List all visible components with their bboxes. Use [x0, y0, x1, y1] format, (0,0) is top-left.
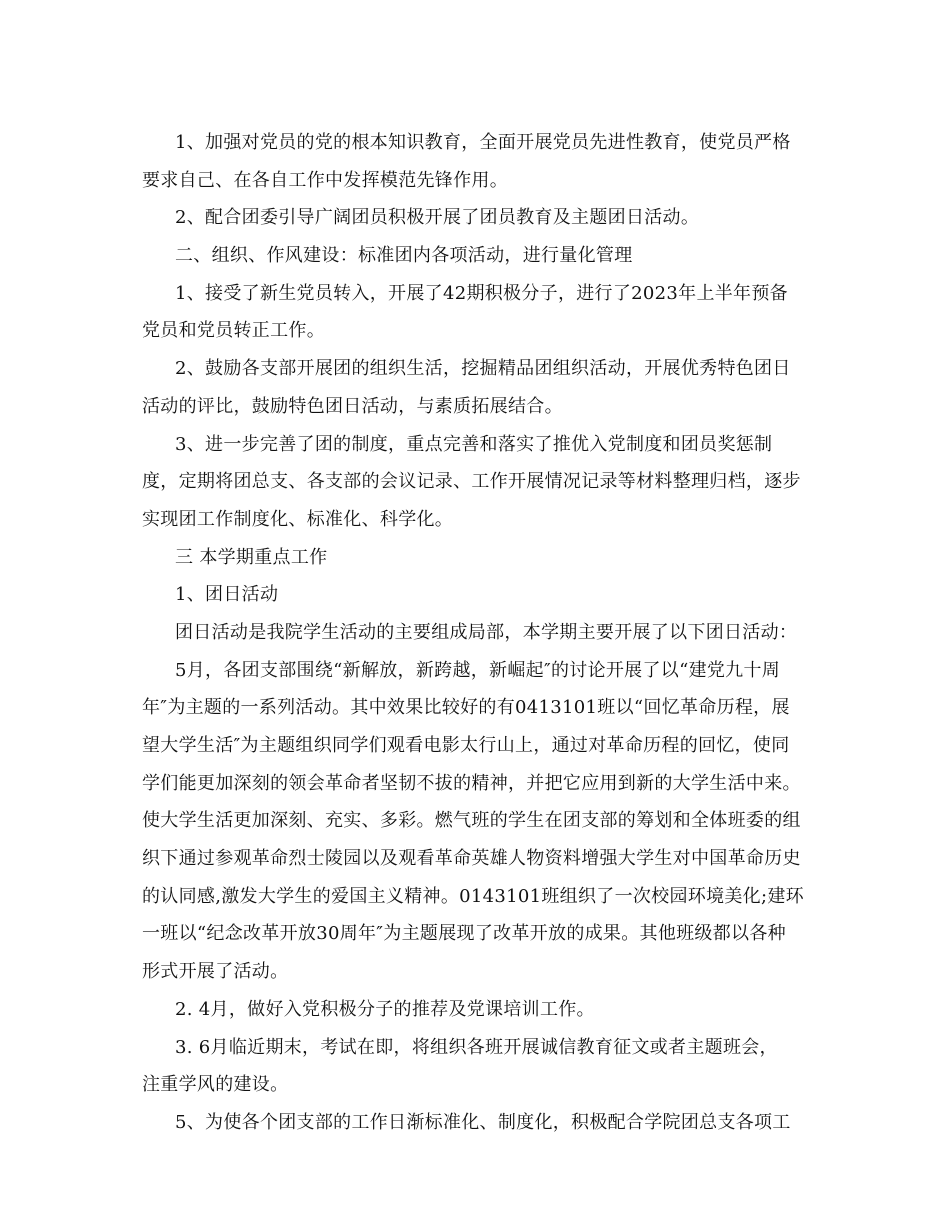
text-line: 望大学生活″为主题组织同学们观看电影太行山上，通过对革命历程的回忆，使同	[142, 735, 790, 756]
text-line: 使大学生活更加深刻、充实、多彩。燃气班的学生在团支部的筹划和全体班委的组	[142, 810, 801, 832]
text-line: 团日活动是我院学生活动的主要组成局部，本学期主要开展了以下团日活动：	[175, 621, 798, 643]
paragraph	[142, 1029, 808, 1104]
text-line: 1、加强对党员的党的根本知识教育，全面开展党员先进性教育，使党员严格	[175, 132, 791, 153]
text-line: 实现团工作制度化、标准化、科学化。	[142, 508, 454, 530]
text-line: 要求自己、在各自工作中发挥模范先锋作用。	[142, 169, 508, 191]
text-line: 2. 4月，做好入党积极分子的推荐及党课培训工作。	[175, 998, 595, 1020]
text-line: 5月，各团支部围绕“新解放，新跨越，新崛起″的讨论开展了以“建党九十周	[175, 659, 781, 681]
text-line: 三 本学期重点工作	[175, 546, 328, 568]
paragraph	[142, 199, 808, 237]
paragraph	[142, 576, 808, 614]
text-line: 度，定期将团总支、各支部的会议记录、工作开展情况记录等材料整理归档，逐步	[142, 471, 801, 493]
text-line: 一班以“纪念改革开放30周年″为主题展现了改革开放的成果。其他班级都以各种	[142, 923, 786, 945]
text-line: 的认同感,激发大学生的爱国主义精神。0143101班组织了一次校园环境美化;建环	[142, 885, 804, 907]
paragraph	[142, 275, 808, 350]
paragraph	[142, 124, 808, 199]
text-line: 学们能更加深刻的领会革命者坚韧不拔的精神，并把它应用到新的大学生活中来。	[142, 772, 801, 794]
paragraph	[142, 426, 808, 539]
text-line: 1、团日活动	[175, 584, 279, 606]
text-line: 2、配合团委引导广阔团员积极开展了团员教育及主题团日活动。	[175, 207, 700, 229]
paragraph	[142, 652, 808, 991]
paragraph	[142, 539, 808, 577]
text-line: 活动的评比，鼓励特色团日活动，与素质拓展结合。	[142, 395, 563, 417]
document-page	[142, 124, 808, 1142]
paragraph	[142, 1104, 808, 1142]
paragraph	[142, 237, 808, 275]
text-line: 党员和党员转正工作。	[142, 320, 325, 342]
text-line: 年″为主题的一系列活动。其中效果比较好的有0413101班以“回忆革命历程，展	[142, 697, 790, 719]
paragraph	[142, 991, 808, 1029]
text-line: 3. 6月临近期末，考试在即，将组织各班开展诚信教育征文或者主题班会，	[175, 1036, 778, 1058]
text-line: 注重学风的建设。	[142, 1074, 289, 1096]
text-line: 3、进一步完善了团的制度，重点完善和落实了推优入党制度和团员奖惩制	[175, 433, 773, 455]
text-line: 形式开展了活动。	[142, 961, 289, 983]
text-line: 2、鼓励各支部开展团的组织生活，挖掘精品团组织活动，开展优秀特色团日	[175, 358, 791, 380]
paragraph	[142, 350, 808, 425]
text-line: 1、接受了新生党员转入，开展了42期积极分子，进行了2023年上半年预备	[175, 282, 788, 304]
text-line: 织下通过参观革命烈士陵园以及观看革命英雄人物资料增强大学生对中国革命历史	[142, 848, 801, 870]
text-line: 5、为使各个团支部的工作日渐标准化、制度化，积极配合学院团总支各项工	[175, 1111, 791, 1133]
text-line: 二、组织、作风建设：标准团内各项活动，进行量化管理	[175, 245, 633, 267]
paragraph	[142, 614, 808, 652]
